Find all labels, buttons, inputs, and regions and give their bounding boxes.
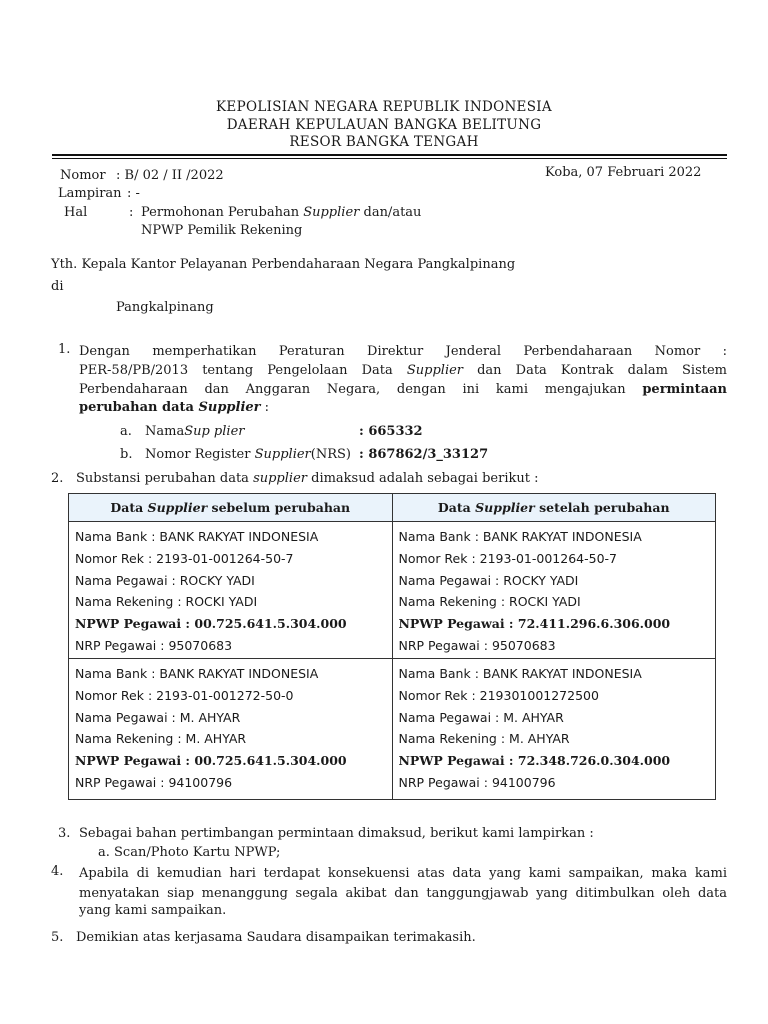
p2-text: Substansi perubahan data supplier dimaksud adalah sebagai berikut : [76, 471, 539, 486]
rekening-line: Nama Rekening : M. AHYAR [75, 731, 247, 747]
p2-number: 2. [51, 471, 64, 486]
p1-line-1: Dengan memperhatikan Peraturan Direktur Jenderal Perbendaharaan Nomor : [79, 344, 727, 359]
bank-line: Nama Bank : BANK RAKYAT INDONESIA [75, 666, 319, 681]
p5-number: 5. [51, 930, 64, 945]
nomor-label: Nomor [60, 168, 106, 183]
rekening-line: Nama Rekening : ROCKI YADI [398, 594, 581, 610]
hal-value-line-2: NPWP Pemilik Rekening [141, 223, 303, 238]
addressee-line-1: Yth. Kepala Kantor Pelayanan Perbendaharaan Negara Pangkalpinang [51, 257, 516, 272]
hal-colon: : [129, 205, 134, 220]
pegawai-line: Nama Pegawai : M. AHYAR [75, 709, 241, 725]
header-after: Data Supplier setelah perubahan [392, 494, 716, 522]
nrp-line: NRP Pegawai : 95070683 [75, 637, 233, 653]
before-cell [69, 659, 393, 800]
p1-item-a-label: a. [120, 424, 132, 439]
nomor-value: : B/ 02 / II /2022 [116, 168, 224, 183]
supplier-change-table [68, 493, 716, 800]
rekening-line: Nama Rekening : M. AHYAR [398, 731, 570, 747]
table-header-row [69, 494, 716, 522]
pegawai-line: Nama Pegawai : ROCKY YADI [75, 572, 255, 588]
p4-line-2: menyatakan siap menanggung segala akibat dan tanggungjawab yang ditimbulkan oleh data [79, 886, 727, 901]
header-rule-thick [52, 154, 727, 156]
p1-number: 1. [58, 342, 71, 357]
p1-item-b-label: b. [120, 447, 133, 462]
after-cell [392, 522, 716, 659]
p3-text: Sebagai bahan pertimbangan permintaan dimaksud, berikut kami lampirkan : [79, 826, 594, 841]
npwp-line: NPWP Pegawai : 00.725.641.5.304.000 [75, 753, 347, 769]
rekening-line: Nama Rekening : ROCKI YADI [75, 594, 258, 610]
place-date: Koba, 07 Februari 2022 [545, 165, 702, 180]
header-before: Data Supplier sebelum perubahan [69, 494, 393, 522]
after-cell [392, 659, 716, 800]
p4-line-1: Apabila di kemudian hari terdapat konsekuensi atas data yang kami sampaikan, maka kami [79, 866, 727, 881]
p4-number: 4. [51, 864, 64, 879]
rek-line: Nomor Rek : 219301001272500 [398, 687, 599, 703]
rek-line: Nomor Rek : 2193-01-001264-50-7 [398, 550, 617, 566]
npwp-line: NPWP Pegawai : 72.411.296.6.306.000 [398, 616, 671, 632]
lampiran-value: : - [127, 186, 140, 201]
hal-value-line-1: Permohonan Perubahan Supplier dan/atau [141, 205, 422, 220]
p3-item-a: a. Scan/Photo Kartu NPWP; [98, 845, 281, 860]
before-cell [69, 522, 393, 659]
pegawai-line: Nama Pegawai : ROCKY YADI [398, 572, 579, 588]
nrp-line: NRP Pegawai : 94100796 [75, 774, 233, 790]
addressee-line-2: di [51, 279, 64, 294]
pegawai-line: Nama Pegawai : M. AHYAR [398, 709, 564, 725]
bank-line: Nama Bank : BANK RAKYAT INDONESIA [398, 666, 642, 681]
p1-item-a-text: NamaSup plier [145, 424, 245, 439]
p5-text: Demikian atas kerjasama Saudara disampaikan terimakasih. [76, 930, 476, 945]
p4-line-3: yang kami sampaikan. [79, 903, 227, 918]
p1-line-4: perubahan data Supplier : [79, 400, 270, 415]
addressee-line-3: Pangkalpinang [116, 300, 214, 315]
p1-item-b-value: : 867862/3_33127 [359, 447, 489, 462]
rek-line: Nomor Rek : 2193-01-001264-50-7 [75, 550, 294, 566]
letterhead-line-3: RESOR BANGKA TENGAH [289, 134, 479, 150]
rek-line: Nomor Rek : 2193-01-001272-50-0 [75, 687, 294, 703]
header-rule-thin [52, 158, 727, 159]
p1-line-3: Perbendaharaan dan Anggaran Negara, dengan ini kami mengajukan permintaan [79, 382, 727, 397]
nrp-line: NRP Pegawai : 95070683 [398, 637, 556, 653]
table-row [69, 659, 716, 800]
letterhead-line-1: KEPOLISIAN NEGARA REPUBLIK INDONESIA [216, 99, 552, 115]
p1-item-a-value: : 665332 [359, 424, 423, 439]
hal-label: Hal [64, 205, 88, 220]
npwp-line: NPWP Pegawai : 72.348.726.0.304.000 [398, 753, 671, 769]
bank-line: Nama Bank : BANK RAKYAT INDONESIA [398, 529, 642, 544]
p1-item-b-text: Nomor Register Supplier(NRS) [145, 447, 351, 462]
p1-line-2: PER-58/PB/2013 tentang Pengelolaan Data Supplier dan Data Kontrak dalam Sistem [79, 363, 728, 378]
letterhead-line-2: DAERAH KEPULAUAN BANGKA BELITUNG [226, 117, 542, 133]
nrp-line: NRP Pegawai : 94100796 [398, 774, 556, 790]
npwp-line: NPWP Pegawai : 00.725.641.5.304.000 [75, 616, 347, 632]
p3-number: 3. [58, 826, 71, 841]
bank-line: Nama Bank : BANK RAKYAT INDONESIA [75, 529, 319, 544]
lampiran-label: Lampiran [58, 186, 122, 201]
table-row [69, 522, 716, 659]
